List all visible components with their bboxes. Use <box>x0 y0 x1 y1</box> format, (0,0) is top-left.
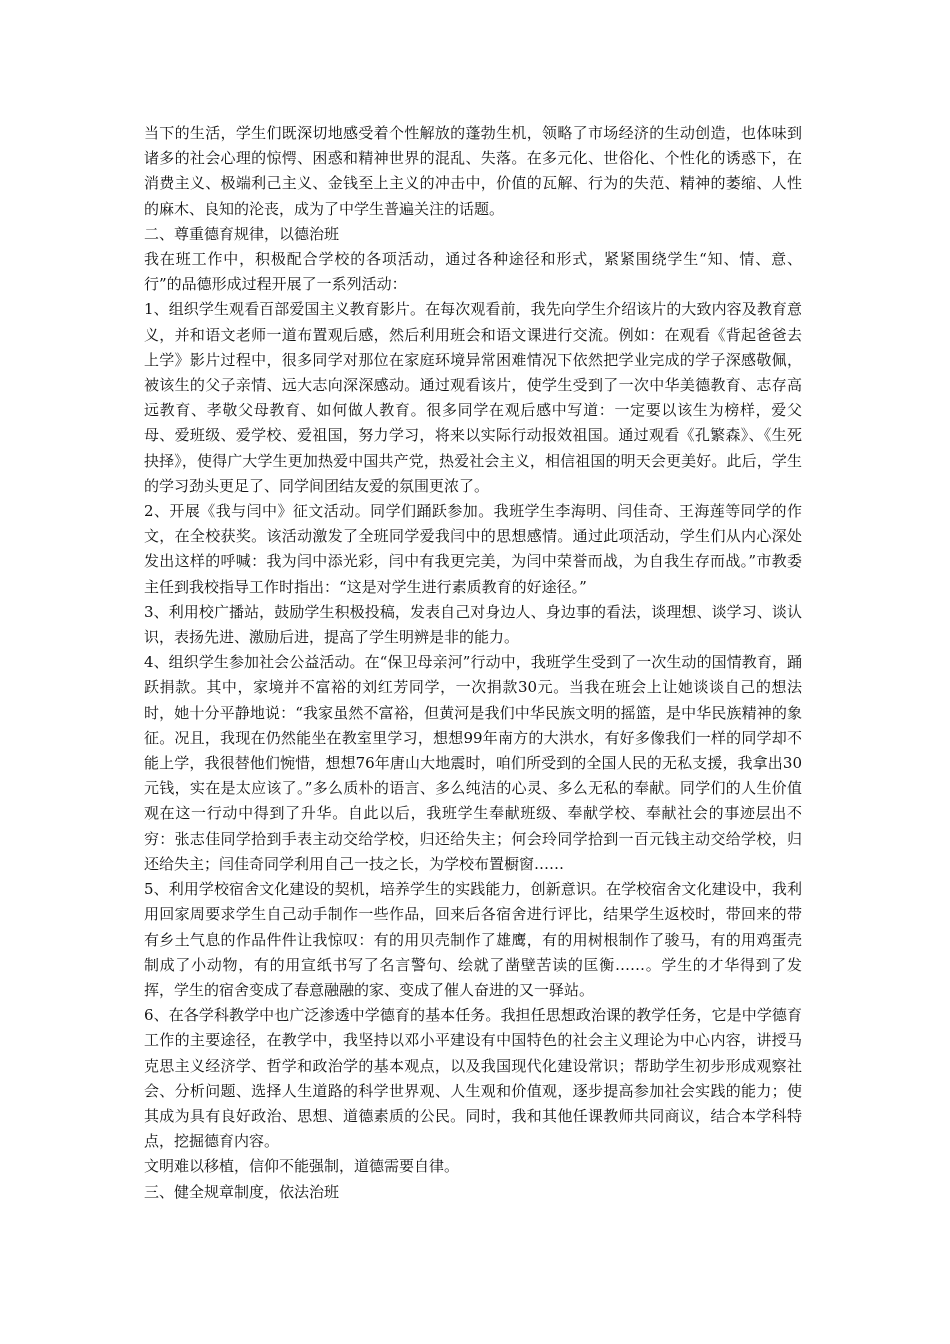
paragraph-motto: 文明难以移植，信仰不能强制，道德需要自律。 <box>144 1157 460 1176</box>
paragraph-item-1: 1、组织学生观看百部爱国主义教育影片。在每次观看前，我先向学生介绍该片的大致内容及教育意义，并和语文老师一道布置观后感，然后利用班会和语文课进行交流。例如：在观看《背起爸爸去上学》影片过程中，很多同学对那位在家庭环境异常困难情况下依然把学业完成的学子深感敬佩，被该生的父子亲情、远大志向深深感动。通过观看该片，使学生受到了一次中华美德教育、志存高远教育、孝敬父母教育、如何做人教育。很多同学在观后感中写道：一定要以该生为榜样，爱父母、爱班级、爱学校、爱祖国，努力学习，将来以实际行动报效祖国。通过观看《孔繁森》、《生死抉择》，使得广大学生更加热爱中国共产党，热爱社会主义，相信祖国的明天会更美好。此后，学生的学习劲头更足了、同学间团结友爱的氛围更浓了。 <box>144 300 802 495</box>
paragraph-item-3: 3、利用校广播站，鼓励学生积极投稿，发表自己对身边人、身边事的看法，谈理想、谈学习、谈认识，表扬先进、激励后进，提高了学生明辨是非的能力。 <box>144 602 802 647</box>
document-body <box>144 121 802 1205</box>
paragraph-item-2: 2、开展《我与闫中》征文活动。同学们踊跃参加。我班学生李海明、闫佳奇、王海莲等同学的作文，在全校获奖。该活动激发了全班同学爱我闫中的思想感情。通过此项活动，学生们从内心深处发出这样的呼喊：我为闫中添光彩，闫中有我更完美，为闫中荣誉而战，为自我生存而战。”市教委主任到我校指导工作时指出：“这是对学生进行素质教育的好途径。” <box>144 502 802 596</box>
paragraph-section-2-intro: 我在班工作中，积极配合学校的各项活动，通过各种途径和形式，紧紧围绕学生“知、情、意、行”的品德形成过程开展了一系列活动： <box>144 250 802 294</box>
paragraph-intro: 当下的生活，学生们既深切地感受着个性解放的蓬勃生机，领略了市场经济的生动创造，也体味到诸多的社会心理的惊愕、困惑和精神世界的混乱、失落。在多元化、世俗化、个性化的诱惑下，在消费主义、极端利己主义、金钱至上主义的冲击中，价值的瓦解、行为的失范、精神的萎缩、人性的麻木、良知的沦丧，成为了中学生普遍关注的话题。 <box>144 124 802 218</box>
section-heading-2: 二、尊重德育规律，以德治班 <box>144 224 340 243</box>
section-heading-3: 三、健全规章制度，依法治班 <box>144 1182 340 1201</box>
paragraph-item-4: 4、组织学生参加社会公益活动。在“保卫母亲河”行动中，我班学生受到了一次生动的国情教育，踊跃捐款。其中，家境并不富裕的刘红芳同学，一次捐款30元。当我在班会上让她谈谈自己的想法时，她十分平静地说：“我家虽然不富裕，但黄河是我们中华民族文明的摇篮，是中华民族精神的象征。况且，我现在仍然能坐在教室里学习，想想99年南方的大洪水，有好多像我们一样的同学却不能上学，我很替他们惋惜，想想76年唐山大地震时，咱们所受到的全国人民的无私支援，我拿出30元钱，实在是太应该了。”多么质朴的语言、多么纯洁的心灵、多么无私的奉献。同学们的人生价值观在这一行动中得到了升华。自此以后，我班学生奉献班级、奉献学校、奉献社会的事迹层出不穷：张志佳同学拾到手表主动交给学校，归还给失主；何会玲同学拾到一百元钱主动交给学校，归还给失主；闫佳奇同学利用自己一技之长，为学校布置橱窗…… <box>144 653 802 873</box>
paragraph-item-6: 6、在各学科教学中也广泛渗透中学德育的基本任务。我担任思想政治课的教学任务，它是中学德育工作的主要途径，在教学中，我坚持以邓小平建设有中国特色的社会主义理论为中心内容，讲授马克思主义经济学、哲学和政治学的基本观点，以及我国现代化建设常识；帮助学生初步形成观察社会、分析问题、选择人生道路的科学世界观、人生观和价值观，逐步提高参加社会实践的能力；使其成为具有良好政治、思想、道德素质的公民。同时，我和其他任课教师共同商议，结合本学科特点，挖掘德育内容。 <box>144 1006 802 1151</box>
paragraph-item-5: 5、利用学校宿舍文化建设的契机，培养学生的实践能力，创新意识。在学校宿舍文化建设中，我利用回家周要求学生自己动手制作一些作品，回来后各宿舍进行评比，结果学生返校时，带回来的带有乡土气息的作品件件让我惊叹：有的用贝壳制作了雄鹰，有的用树根制作了骏马，有的用鸡蛋壳制成了小动物，有的用宣纸书写了名言警句、绘就了凿壁苦读的匡衡……。学生的才华得到了发挥，学生的宿舍变成了春意融融的家、变成了催人奋进的又一驿站。 <box>144 880 802 999</box>
